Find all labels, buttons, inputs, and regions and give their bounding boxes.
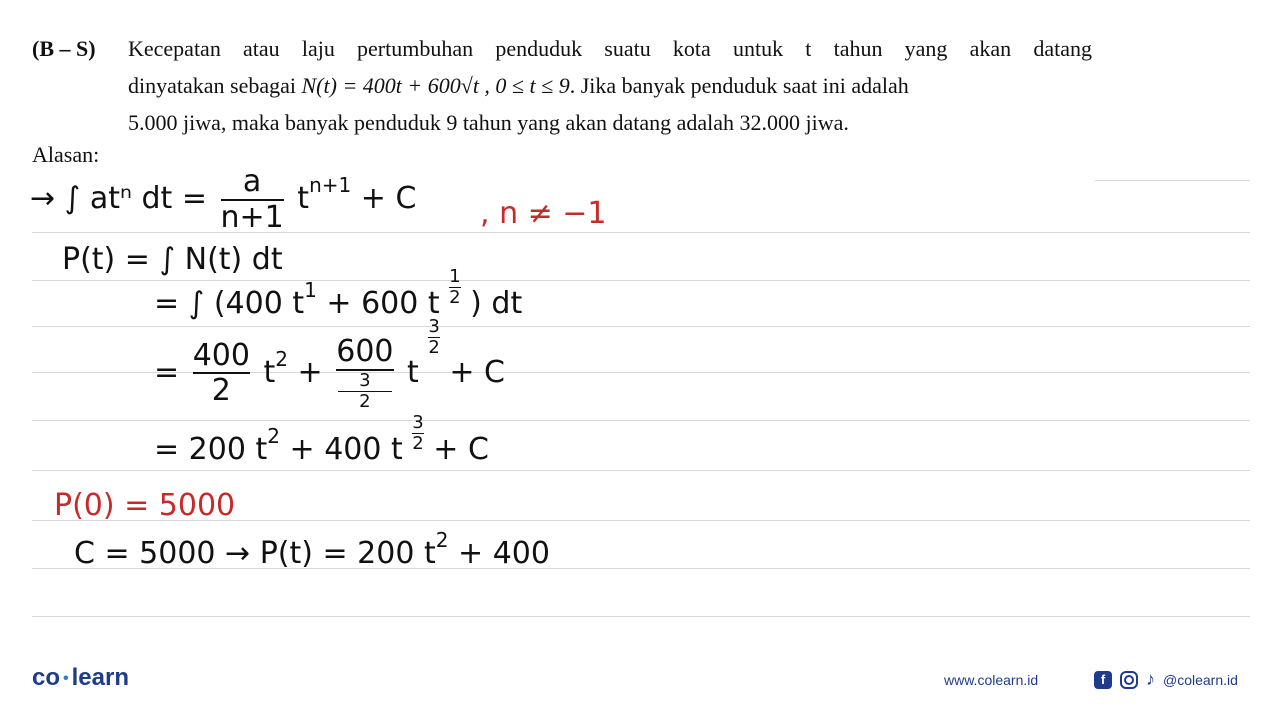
brand-left: co — [32, 664, 61, 691]
step-3-f2-num: 600 — [336, 334, 394, 369]
social-links — [1094, 669, 1238, 690]
alasan-label: Alasan: — [32, 142, 100, 167]
ruled-line — [32, 616, 1250, 617]
step-3 — [154, 316, 505, 412]
step-3-f1-den: 2 — [211, 373, 231, 409]
ruled-line — [32, 326, 1250, 327]
step-4-part-a: = 200 t — [154, 432, 268, 467]
problem-line-1: Kecepatan atau laju pertumbuhan penduduk suatu kota untuk t tahun yang akan datang — [128, 36, 1092, 61]
ruled-line — [1095, 180, 1250, 181]
rule-condition: , n ≠ −1 — [480, 196, 607, 231]
step-3-exp2-den: 2 — [428, 337, 440, 358]
step-2-exponent-1: 1 — [304, 278, 317, 302]
problem-line-2-end: . Jika banyak penduduk saat ini adalah — [569, 73, 909, 98]
ruled-line — [32, 280, 1250, 281]
step-3-plus: + — [297, 354, 323, 390]
step-6-exp: 2 — [435, 528, 449, 552]
tiktok-icon[interactable]: ♪ — [1146, 669, 1155, 689]
brand-right: learn — [71, 664, 129, 691]
step-2-exp-num: 1 — [449, 266, 461, 287]
step-3-exp2-num: 3 — [428, 316, 440, 337]
step-3-exponent-fraction — [428, 318, 439, 357]
step-2-part-a: = ∫ (400 t — [154, 286, 305, 321]
website-link[interactable]: www.colearn.id — [944, 672, 1039, 688]
problem-label: (B – S) — [32, 36, 96, 61]
step-4-constant: + C — [433, 432, 489, 467]
problem-line-3: 5.000 jiwa, maka banyak penduduk 9 tahun yang akan datang adalah 32.000 jiwa. — [128, 110, 849, 135]
step-4-part-b: + 400 t — [289, 432, 403, 467]
step-2-part-b: + 600 t — [326, 286, 440, 321]
step-4 — [154, 412, 489, 471]
step-1: P(t) = ∫ N(t) dt — [62, 242, 283, 277]
rule-fraction-denominator: n+1 — [220, 199, 284, 235]
facebook-icon[interactable]: f — [1094, 671, 1112, 689]
integral-power-rule — [30, 166, 416, 233]
social-handle[interactable]: @colearn.id — [1163, 671, 1238, 688]
instagram-icon[interactable] — [1120, 671, 1138, 689]
ruled-line — [32, 420, 1250, 421]
colearn-logo — [32, 664, 129, 692]
rule-fraction — [221, 166, 284, 233]
rule-prefix: → ∫ atⁿ dt = — [30, 181, 207, 216]
step-2-part-c: ) dt — [470, 286, 523, 321]
step-3-f2-den-num: 3 — [359, 369, 371, 391]
step-3-t2: t — [407, 354, 419, 390]
step-3-f2-den — [336, 369, 393, 412]
step-4-exp2-den: 2 — [412, 433, 424, 454]
step-3-constant: + C — [449, 354, 505, 390]
step-6-part-a: C = 5000 → P(t) = 200 t — [74, 536, 436, 571]
step-2 — [154, 266, 523, 325]
step-2-exp-den: 2 — [449, 287, 461, 308]
rule-constant: + C — [360, 181, 417, 216]
step-3-equals: = — [154, 354, 180, 390]
problem-line-2 — [128, 67, 1092, 104]
rule-t: t — [297, 181, 310, 216]
rule-fraction-numerator: a — [242, 164, 262, 199]
step-6-part-b: + 400 — [458, 536, 550, 571]
step-2-exponent-fraction — [449, 268, 460, 307]
step-4-exponent-fraction — [412, 414, 423, 453]
step-3-f2-den-den: 2 — [359, 390, 371, 412]
step-6 — [74, 528, 550, 571]
step-3-exp-1: 2 — [275, 346, 288, 371]
step-4-exp2-num: 3 — [412, 412, 424, 433]
rule-exponent: n+1 — [309, 173, 352, 197]
step-3-f1-num: 400 — [192, 337, 250, 373]
step-3-t1: t — [263, 354, 276, 390]
step-4-exp-1: 2 — [267, 424, 280, 448]
step-5: P(0) = 5000 — [54, 488, 236, 523]
step-3-fraction-2 — [336, 336, 393, 411]
problem-text — [128, 30, 1092, 141]
problem-formula: N(t) = 400t + 600√t , 0 ≤ t ≤ 9 — [301, 73, 570, 98]
problem-line-2-start: dinyatakan sebagai — [128, 73, 302, 98]
step-3-fraction-1 — [192, 337, 250, 409]
brand-dot-icon: • — [63, 669, 69, 687]
